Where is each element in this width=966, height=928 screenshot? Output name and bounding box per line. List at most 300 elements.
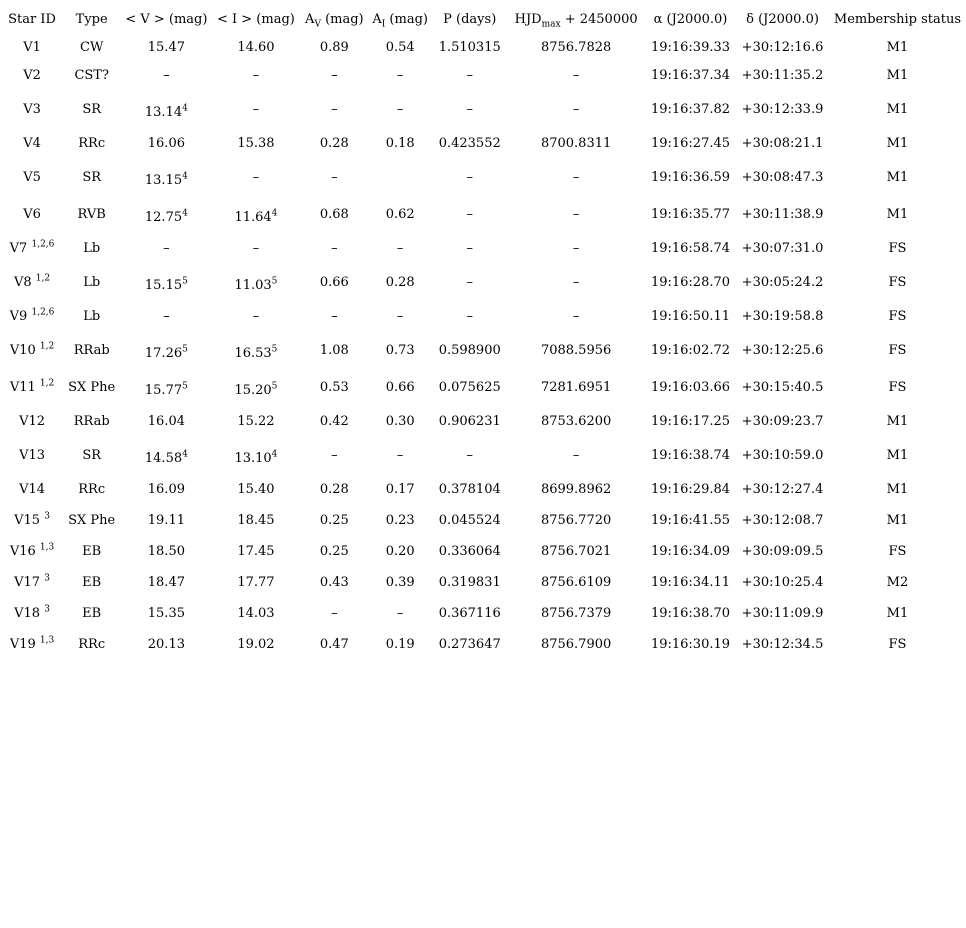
cell-hjd-value: 8756.7379 — [540, 606, 612, 621]
cell-i-mag — [211, 159, 300, 196]
cell-dec — [736, 406, 829, 437]
header-star-id: Star ID — [8, 11, 56, 27]
cell-v-mag — [121, 369, 211, 406]
cell-v-mag-value: 13.15 — [144, 173, 183, 188]
cell-membership-value: M1 — [886, 39, 909, 55]
cell-ai — [368, 505, 432, 536]
cell-hjd-value: 8699.8962 — [540, 482, 612, 497]
cell-ai — [368, 196, 432, 233]
cell-i-mag-value: 19.02 — [237, 637, 275, 652]
cell-dec — [736, 505, 829, 536]
cell-star-id-value: V2 — [23, 68, 41, 83]
cell-dec — [736, 332, 829, 369]
cell-v-mag-value: 15.35 — [147, 606, 185, 621]
cell-i-mag-value: 13.10 — [234, 451, 272, 466]
cell-v-mag-value: 13.14 — [144, 105, 183, 120]
cell-i-mag-value: 15.20 — [234, 383, 272, 398]
cell-v-mag-footnote: 4 — [182, 103, 188, 114]
cell-ai — [368, 598, 432, 629]
cell-period-value: – — [466, 275, 473, 290]
cell-i-mag — [211, 567, 300, 598]
cell-v-mag-value: – — [163, 309, 170, 324]
cell-i-mag-value: 17.77 — [237, 575, 275, 590]
cell-av-value: – — [331, 241, 338, 256]
cell-membership-value: FS — [888, 637, 907, 652]
cell-hjd — [507, 34, 644, 60]
cell-period-value: 0.273647 — [438, 637, 501, 652]
table-row — [2, 567, 966, 598]
header-ra: α (J2000.0) — [653, 11, 728, 27]
cell-period-value: 0.378104 — [438, 482, 501, 497]
table-row — [2, 505, 966, 536]
cell-ai — [368, 60, 432, 91]
cell-type-value: EB — [82, 575, 102, 590]
cell-membership-value: FS — [888, 241, 907, 256]
table-row — [2, 128, 966, 159]
cell-membership — [829, 505, 966, 536]
cell-type — [62, 301, 121, 332]
header-row — [2, 4, 966, 34]
cell-ra-value: 19:16:37.34 — [650, 68, 731, 83]
cell-dec — [736, 128, 829, 159]
cell-star-id-value: V15 — [14, 513, 41, 528]
cell-star-id — [2, 474, 62, 505]
cell-ai — [368, 264, 432, 301]
cell-period — [432, 332, 507, 369]
cell-type — [62, 264, 121, 301]
cell-v-mag-value: 19.11 — [147, 513, 185, 528]
cell-ra-value: 19:16:34.09 — [650, 544, 731, 559]
cell-star-id — [2, 505, 62, 536]
cell-period — [432, 91, 507, 128]
cell-star-id — [2, 332, 62, 369]
cell-av — [300, 34, 368, 60]
cell-i-mag-value: 14.60 — [237, 39, 275, 55]
cell-ai — [368, 332, 432, 369]
cell-hjd-value: 8756.7720 — [540, 513, 612, 528]
cell-star-id-value: V19 — [9, 637, 36, 652]
cell-dec-value: +30:05:24.2 — [741, 275, 824, 290]
cell-period-value: – — [466, 309, 473, 324]
cell-ai — [368, 536, 432, 567]
header-v-mag: < V > (mag) — [125, 11, 208, 27]
cell-ra-value: 19:16:36.59 — [650, 170, 731, 185]
header-dec: δ (J2000.0) — [746, 11, 819, 27]
cell-v-mag — [121, 567, 211, 598]
cell-i-mag-footnote: 4 — [271, 208, 278, 219]
cell-hjd-value: – — [572, 241, 580, 256]
cell-star-id — [2, 536, 62, 567]
cell-av-value: – — [331, 102, 338, 117]
table-row — [2, 437, 966, 474]
cell-v-mag-footnote: 4 — [182, 208, 188, 219]
cell-star-id-value: V12 — [19, 414, 45, 429]
table-row — [2, 536, 966, 567]
cell-ai-value: – — [396, 309, 404, 324]
cell-period — [432, 159, 507, 196]
cell-ra-value: 19:16:02.72 — [650, 343, 731, 358]
cell-star-id-footnote: 1,3 — [39, 542, 55, 553]
cell-dec — [736, 159, 829, 196]
cell-v-mag-value: 17.26 — [144, 346, 183, 361]
header-ai-label: A — [372, 11, 382, 27]
cell-av-value: – — [331, 448, 338, 463]
cell-v-mag — [121, 505, 211, 536]
cell-membership-value: M1 — [886, 170, 909, 185]
header-period: P (days) — [443, 11, 497, 27]
cell-ra — [645, 437, 736, 474]
cell-dec-value: +30:12:34.5 — [741, 637, 824, 652]
cell-v-mag-value: 15.47 — [147, 39, 185, 55]
cell-hjd — [507, 60, 644, 91]
cell-ra — [645, 34, 736, 60]
cell-i-mag-value: – — [252, 241, 260, 256]
table-row — [2, 60, 966, 91]
cell-ra-value: 19:16:27.45 — [650, 136, 731, 151]
cell-av — [300, 264, 368, 301]
cell-type-value: Lb — [83, 309, 101, 324]
cell-av-value: 0.28 — [319, 482, 349, 497]
cell-av-value: 0.53 — [319, 380, 349, 395]
cell-dec-value: +30:09:09.5 — [741, 544, 824, 559]
cell-v-mag — [121, 301, 211, 332]
cell-membership — [829, 406, 966, 437]
cell-ai — [368, 567, 432, 598]
cell-ra — [645, 474, 736, 505]
cell-i-mag — [211, 91, 300, 128]
cell-membership — [829, 91, 966, 128]
header-av-label: A — [305, 11, 315, 27]
cell-av — [300, 301, 368, 332]
cell-av-value: – — [331, 309, 338, 324]
cell-membership — [829, 301, 966, 332]
cell-type — [62, 60, 121, 91]
cell-hjd-value: 8700.8311 — [540, 136, 612, 151]
cell-period-value: 0.336064 — [438, 544, 501, 559]
cell-v-mag-value: 18.47 — [147, 575, 185, 590]
cell-i-mag-value: 16.53 — [234, 346, 272, 361]
cell-dec — [736, 233, 829, 264]
table-row — [2, 474, 966, 505]
cell-dec — [736, 369, 829, 406]
cell-star-id — [2, 196, 62, 233]
cell-dec — [736, 301, 829, 332]
cell-ra-value: 19:16:35.77 — [650, 207, 731, 222]
cell-v-mag-value: – — [163, 68, 170, 83]
cell-membership — [829, 264, 966, 301]
header-hjd-offset: + 2450000 — [560, 11, 638, 27]
cell-ai — [368, 159, 432, 196]
cell-type-value: EB — [82, 544, 102, 559]
header-hjd-subscript: max — [541, 19, 561, 30]
cell-type-value: SR — [82, 102, 102, 117]
cell-period-value: – — [466, 68, 473, 83]
cell-ra-value: 19:16:38.70 — [650, 606, 731, 621]
cell-type-value: SX Phe — [68, 513, 116, 528]
cell-star-id-value: V14 — [19, 482, 45, 497]
cell-star-id-footnote: 1,2 — [39, 341, 55, 352]
cell-av — [300, 474, 368, 505]
cell-ra — [645, 128, 736, 159]
cell-membership — [829, 437, 966, 474]
cell-hjd-value: – — [572, 275, 580, 290]
cell-type-value: RRab — [73, 414, 110, 429]
cell-hjd-value: – — [572, 309, 580, 324]
cell-dec — [736, 474, 829, 505]
cell-dec-value: +30:11:38.9 — [741, 207, 824, 222]
cell-type — [62, 159, 121, 196]
cell-i-mag — [211, 437, 300, 474]
cell-dec-value: +30:11:35.2 — [741, 68, 824, 83]
cell-star-id-value: V10 — [9, 343, 36, 358]
cell-period — [432, 369, 507, 406]
cell-type-value: Lb — [83, 275, 101, 290]
cell-av-value: 0.68 — [319, 207, 349, 222]
cell-dec — [736, 567, 829, 598]
cell-type-value: SX Phe — [68, 380, 116, 395]
cell-i-mag — [211, 60, 300, 91]
cell-dec — [736, 598, 829, 629]
cell-star-id-value: V17 — [14, 575, 41, 590]
cell-i-mag-value: 17.45 — [237, 544, 275, 559]
cell-v-mag-value: 15.77 — [144, 383, 183, 398]
cell-v-mag-value: 14.58 — [144, 451, 183, 466]
cell-i-mag-footnote: 4 — [271, 449, 278, 460]
cell-dec-value: +30:12:25.6 — [741, 343, 824, 358]
cell-membership-value: M1 — [886, 606, 909, 621]
cell-av — [300, 91, 368, 128]
cell-ai-value: 0.30 — [385, 414, 415, 429]
cell-v-mag-footnote: 5 — [182, 344, 188, 355]
cell-star-id-footnote: 3 — [44, 511, 50, 522]
cell-membership — [829, 567, 966, 598]
cell-type-value: RRab — [73, 343, 110, 358]
cell-type — [62, 406, 121, 437]
table-row — [2, 301, 966, 332]
cell-v-mag-value: 18.50 — [147, 544, 185, 559]
cell-av — [300, 332, 368, 369]
table-row — [2, 369, 966, 406]
cell-membership — [829, 34, 966, 60]
cell-star-id — [2, 264, 62, 301]
cell-av-value: 0.47 — [319, 637, 349, 652]
cell-i-mag — [211, 505, 300, 536]
cell-av-value: 1.08 — [319, 343, 349, 358]
cell-ra-value: 19:16:37.82 — [650, 102, 731, 117]
cell-period-value: 0.319831 — [438, 575, 501, 590]
table-row — [2, 34, 966, 60]
cell-membership — [829, 332, 966, 369]
cell-dec — [736, 60, 829, 91]
cell-av — [300, 437, 368, 474]
cell-hjd — [507, 159, 644, 196]
cell-star-id-footnote: 3 — [44, 573, 50, 584]
cell-v-mag-footnote: 5 — [182, 276, 188, 287]
cell-membership — [829, 196, 966, 233]
cell-type-value: RRc — [78, 482, 106, 497]
cell-hjd-value: 7281.6951 — [540, 380, 612, 395]
cell-period-value: 0.423552 — [438, 136, 501, 151]
cell-ai — [368, 474, 432, 505]
cell-hjd-value: 8756.7900 — [540, 637, 612, 652]
cell-dec-value: +30:11:09.9 — [741, 606, 824, 621]
cell-dec — [736, 264, 829, 301]
cell-ra — [645, 406, 736, 437]
cell-av-value: 0.25 — [319, 513, 349, 528]
cell-dec-value: +30:08:21.1 — [741, 136, 824, 151]
cell-ra-value: 19:16:17.25 — [650, 414, 731, 429]
cell-star-id-footnote: 3 — [44, 604, 50, 615]
cell-type — [62, 598, 121, 629]
cell-type — [62, 34, 121, 60]
cell-i-mag-value: 15.22 — [237, 414, 275, 429]
cell-dec-value: +30:12:08.7 — [741, 513, 824, 528]
cell-period — [432, 128, 507, 159]
cell-hjd-value: 7088.5956 — [540, 343, 612, 358]
cell-ai — [368, 406, 432, 437]
cell-av-value: 0.43 — [319, 575, 349, 590]
cell-av — [300, 233, 368, 264]
header-ai-unit: (mag) — [385, 11, 428, 27]
cell-hjd — [507, 629, 644, 660]
table-row — [2, 91, 966, 128]
cell-hjd-value: 8753.6200 — [540, 414, 612, 429]
cell-star-id-value: V11 — [9, 380, 36, 395]
cell-v-mag-value: 15.15 — [144, 278, 183, 293]
cell-ra-value: 19:16:34.11 — [650, 575, 731, 590]
cell-type-value: RRc — [78, 136, 106, 151]
cell-i-mag-value: 14.03 — [237, 606, 275, 621]
cell-i-mag-value: – — [252, 102, 260, 117]
cell-star-id — [2, 598, 62, 629]
cell-v-mag — [121, 474, 211, 505]
cell-i-mag-footnote: 5 — [271, 344, 278, 355]
cell-v-mag-value: 16.04 — [147, 414, 185, 429]
cell-star-id — [2, 301, 62, 332]
cell-period — [432, 60, 507, 91]
table-row — [2, 629, 966, 660]
cell-ra-value: 19:16:58.74 — [650, 241, 731, 256]
cell-i-mag-value: 15.40 — [237, 482, 275, 497]
cell-ra — [645, 233, 736, 264]
cell-star-id — [2, 159, 62, 196]
cell-i-mag — [211, 474, 300, 505]
cell-ai — [368, 91, 432, 128]
cell-ra — [645, 369, 736, 406]
cell-period-value: – — [466, 241, 473, 256]
cell-ai-value: 0.17 — [385, 482, 415, 497]
cell-v-mag-footnote: 4 — [182, 171, 188, 182]
cell-ra — [645, 629, 736, 660]
cell-star-id-value: V4 — [23, 136, 41, 151]
cell-i-mag-value: 11.03 — [234, 278, 272, 293]
cell-period-value: – — [466, 102, 473, 117]
cell-membership — [829, 128, 966, 159]
cell-dec — [736, 34, 829, 60]
cell-star-id-footnote: 1,2,6 — [31, 239, 55, 250]
cell-hjd — [507, 128, 644, 159]
cell-i-mag-value: – — [252, 68, 260, 83]
cell-dec — [736, 629, 829, 660]
cell-period-value: – — [466, 448, 473, 463]
cell-membership-value: M1 — [886, 513, 909, 528]
cell-hjd-value: – — [572, 68, 580, 83]
cell-period-value: – — [466, 170, 473, 185]
cell-dec-value: +30:10:59.0 — [741, 448, 824, 463]
cell-hjd — [507, 598, 644, 629]
cell-i-mag-footnote: 5 — [271, 381, 278, 392]
cell-v-mag-footnote: 4 — [182, 449, 188, 460]
cell-v-mag-value: 16.06 — [147, 136, 185, 151]
cell-ai — [368, 301, 432, 332]
cell-period — [432, 437, 507, 474]
cell-ai-value: 0.28 — [385, 275, 415, 290]
cell-membership — [829, 629, 966, 660]
cell-ai-value: 0.18 — [385, 136, 415, 151]
cell-i-mag — [211, 196, 300, 233]
cell-membership — [829, 474, 966, 505]
cell-period-value: 0.598900 — [438, 343, 501, 358]
cell-v-mag-value: 16.09 — [147, 482, 185, 497]
cell-star-id — [2, 60, 62, 91]
cell-membership — [829, 60, 966, 91]
cell-ai-value: – — [396, 448, 404, 463]
header-hjd-label: HJD — [514, 11, 542, 27]
cell-av-value: – — [331, 170, 338, 185]
cell-membership-value: M1 — [886, 414, 909, 429]
cell-ai — [368, 369, 432, 406]
cell-ai-value: 0.20 — [385, 544, 415, 559]
cell-type-value: Lb — [83, 241, 101, 256]
cell-av-value: – — [331, 606, 338, 621]
cell-av-value: 0.66 — [319, 275, 349, 290]
cell-ra-value: 19:16:03.66 — [650, 380, 731, 395]
cell-membership-value: FS — [888, 275, 907, 290]
cell-membership-value: M1 — [886, 102, 909, 117]
cell-av — [300, 369, 368, 406]
cell-ai-value: 0.73 — [385, 343, 415, 358]
cell-v-mag — [121, 264, 211, 301]
cell-ra-value: 19:16:41.55 — [650, 513, 731, 528]
cell-v-mag-value: – — [163, 241, 170, 256]
cell-ai-value: 0.62 — [385, 207, 415, 222]
cell-ra — [645, 159, 736, 196]
cell-v-mag-footnote: 5 — [182, 381, 188, 392]
cell-type — [62, 437, 121, 474]
table-row — [2, 264, 966, 301]
header-i-mag: < I > (mag) — [216, 11, 295, 27]
cell-i-mag-value: – — [252, 170, 260, 185]
cell-av-value: – — [331, 68, 338, 83]
cell-dec-value: +30:07:31.0 — [741, 241, 824, 256]
cell-i-mag — [211, 233, 300, 264]
cell-dec-value: +30:15:40.5 — [741, 380, 824, 395]
cell-hjd — [507, 332, 644, 369]
cell-ra-value: 19:16:28.70 — [650, 275, 731, 290]
cell-ra-value: 19:16:29.84 — [650, 482, 731, 497]
cell-ra — [645, 60, 736, 91]
cell-hjd-value: – — [572, 207, 580, 222]
cell-star-id-footnote: 1,2,6 — [31, 307, 55, 318]
cell-hjd-value: 8756.7828 — [540, 39, 612, 55]
cell-ra — [645, 332, 736, 369]
cell-dec-value: +30:08:47.3 — [741, 170, 824, 185]
cell-hjd-value: – — [572, 170, 580, 185]
cell-hjd-value: – — [572, 448, 580, 463]
cell-star-id-value: V5 — [23, 170, 41, 185]
header-type: Type — [75, 11, 108, 27]
cell-star-id-value: V1 — [23, 39, 41, 55]
